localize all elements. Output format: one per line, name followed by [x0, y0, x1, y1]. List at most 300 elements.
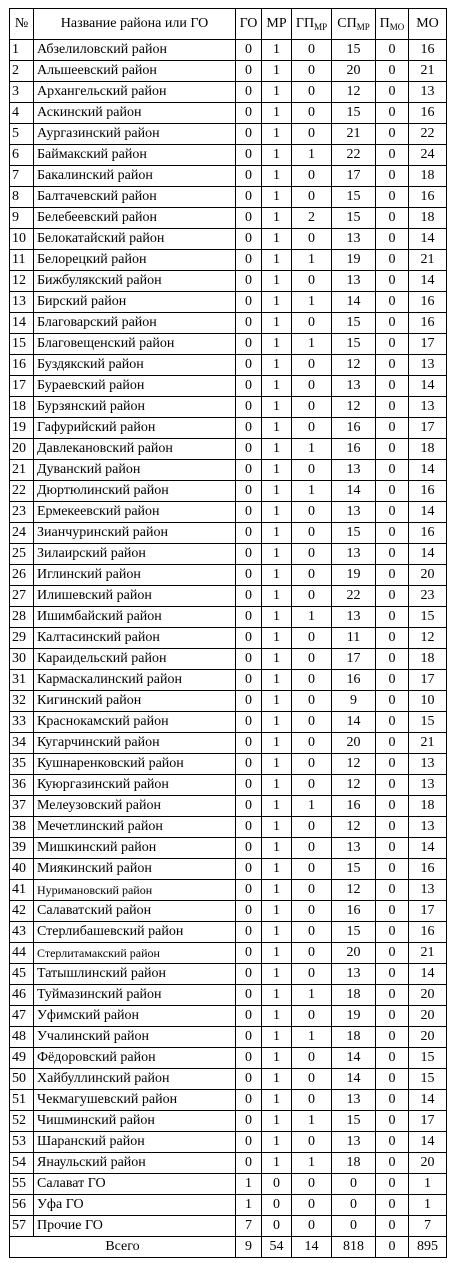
row-num: 52 [10, 1111, 34, 1132]
sp-count: 13 [332, 1132, 376, 1153]
gp-count: 1 [292, 1153, 332, 1174]
row-num: 54 [10, 1153, 34, 1174]
sp-count: 13 [332, 502, 376, 523]
table-row [10, 313, 447, 334]
mr-count: 1 [262, 502, 292, 523]
mr-count: 1 [262, 61, 292, 82]
sp-count: 20 [332, 61, 376, 82]
district-name: Дюртюлинский район [34, 481, 236, 502]
mo-count: 17 [409, 901, 447, 922]
gp-count: 0 [292, 166, 332, 187]
gp-count: 0 [292, 1132, 332, 1153]
row-num: 31 [10, 670, 34, 691]
mr-count: 1 [262, 691, 292, 712]
mo-count: 13 [409, 397, 447, 418]
municipalities-table [9, 8, 447, 1258]
gp-count: 0 [292, 502, 332, 523]
sp-count: 13 [332, 1090, 376, 1111]
gp-count: 1 [292, 607, 332, 628]
row-num: 47 [10, 1006, 34, 1027]
mo-count: 16 [409, 481, 447, 502]
go-count: 0 [236, 1153, 262, 1174]
mr-count: 1 [262, 229, 292, 250]
go-count: 0 [236, 1027, 262, 1048]
table-row [10, 649, 447, 670]
district-name: Бирский район [34, 292, 236, 313]
district-name: Буздякский район [34, 355, 236, 376]
gp-count: 0 [292, 271, 332, 292]
sp-count: 12 [332, 775, 376, 796]
mr-count: 1 [262, 208, 292, 229]
gp-count: 0 [292, 1006, 332, 1027]
sp-count: 15 [332, 208, 376, 229]
p-count: 0 [376, 1216, 409, 1237]
sp-count: 13 [332, 376, 376, 397]
district-name: Татышлинский район [34, 964, 236, 985]
table-row [10, 1006, 447, 1027]
p-count: 0 [376, 271, 409, 292]
gp-count: 1 [292, 292, 332, 313]
mo-count: 20 [409, 985, 447, 1006]
sp-count: 12 [332, 754, 376, 775]
go-count: 0 [236, 733, 262, 754]
sp-count: 16 [332, 439, 376, 460]
mr-count: 1 [262, 1153, 292, 1174]
sp-count: 16 [332, 418, 376, 439]
mr-count: 1 [262, 901, 292, 922]
sp-count: 20 [332, 733, 376, 754]
row-num: 25 [10, 544, 34, 565]
mo-count: 17 [409, 418, 447, 439]
mo-count: 14 [409, 1090, 447, 1111]
total-mo: 895 [409, 1237, 447, 1258]
district-name: Салават ГО [34, 1174, 236, 1195]
table-row [10, 418, 447, 439]
district-name: Белокатайский район [34, 229, 236, 250]
mo-count: 17 [409, 1111, 447, 1132]
table-row [10, 523, 447, 544]
mo-count: 7 [409, 1216, 447, 1237]
row-num: 44 [10, 943, 34, 964]
mo-count: 21 [409, 733, 447, 754]
table-row [10, 775, 447, 796]
row-num: 15 [10, 334, 34, 355]
row-num: 30 [10, 649, 34, 670]
gp-count: 0 [292, 754, 332, 775]
mo-count: 16 [409, 523, 447, 544]
mr-count: 1 [262, 922, 292, 943]
mr-count: 1 [262, 1048, 292, 1069]
gp-count: 1 [292, 439, 332, 460]
gp-count: 0 [292, 1216, 332, 1237]
row-num: 42 [10, 901, 34, 922]
mo-count: 14 [409, 964, 447, 985]
district-name: Бураевский район [34, 376, 236, 397]
district-name: Бижбулякский район [34, 271, 236, 292]
go-count: 0 [236, 187, 262, 208]
mo-count: 13 [409, 82, 447, 103]
gp-count: 0 [292, 523, 332, 544]
table-row [10, 82, 447, 103]
district-name: Шаранский район [34, 1132, 236, 1153]
p-count: 0 [376, 922, 409, 943]
mo-count: 15 [409, 607, 447, 628]
table-row [10, 1216, 447, 1237]
table-row [10, 985, 447, 1006]
row-num: 35 [10, 754, 34, 775]
mr-count: 1 [262, 964, 292, 985]
gp-count: 0 [292, 544, 332, 565]
table-row [10, 901, 447, 922]
row-num: 36 [10, 775, 34, 796]
mr-count: 1 [262, 313, 292, 334]
mo-count: 1 [409, 1174, 447, 1195]
gp-count: 0 [292, 586, 332, 607]
sp-count: 19 [332, 1006, 376, 1027]
sp-count: 15 [332, 859, 376, 880]
header-gp [292, 9, 332, 40]
mo-count: 18 [409, 439, 447, 460]
gp-count: 1 [292, 796, 332, 817]
gp-count: 1 [292, 1111, 332, 1132]
table-row [10, 754, 447, 775]
district-name: Куюргазинский район [34, 775, 236, 796]
row-num: 22 [10, 481, 34, 502]
gp-count: 1 [292, 334, 332, 355]
p-count: 0 [376, 712, 409, 733]
row-num: 24 [10, 523, 34, 544]
table-row [10, 628, 447, 649]
p-count: 0 [376, 1048, 409, 1069]
table-row [10, 229, 447, 250]
table-row [10, 838, 447, 859]
row-num: 26 [10, 565, 34, 586]
district-name: Кигинский район [34, 691, 236, 712]
mo-count: 20 [409, 1153, 447, 1174]
gp-count: 0 [292, 418, 332, 439]
sp-count: 0 [332, 1195, 376, 1216]
sp-count: 18 [332, 1027, 376, 1048]
mo-count: 16 [409, 103, 447, 124]
row-num: 13 [10, 292, 34, 313]
sp-count: 22 [332, 145, 376, 166]
mo-count: 13 [409, 355, 447, 376]
p-count: 0 [376, 1153, 409, 1174]
district-name: Кушнаренковский район [34, 754, 236, 775]
mo-count: 16 [409, 859, 447, 880]
row-num: 39 [10, 838, 34, 859]
row-num: 43 [10, 922, 34, 943]
mr-count: 1 [262, 607, 292, 628]
gp-count: 0 [292, 1048, 332, 1069]
gp-count: 0 [292, 103, 332, 124]
go-count: 0 [236, 712, 262, 733]
mo-count: 22 [409, 124, 447, 145]
header-row [10, 9, 447, 40]
district-name: Архангельский район [34, 82, 236, 103]
mo-count: 20 [409, 1027, 447, 1048]
p-count: 0 [376, 208, 409, 229]
sp-count: 19 [332, 565, 376, 586]
go-count: 0 [236, 313, 262, 334]
gp-count: 1 [292, 250, 332, 271]
gp-count: 0 [292, 838, 332, 859]
table-row [10, 397, 447, 418]
mr-count: 1 [262, 187, 292, 208]
mo-count: 14 [409, 838, 447, 859]
total-row [10, 1237, 447, 1258]
header-p-sub: МО [389, 22, 405, 32]
district-name: Бакалинский район [34, 166, 236, 187]
go-count: 0 [236, 859, 262, 880]
header-sp [332, 9, 376, 40]
sp-count: 0 [332, 1216, 376, 1237]
go-count: 0 [236, 292, 262, 313]
row-num: 38 [10, 817, 34, 838]
mo-count: 16 [409, 40, 447, 61]
table-row [10, 376, 447, 397]
table-row [10, 964, 447, 985]
go-count: 0 [236, 775, 262, 796]
row-num: 55 [10, 1174, 34, 1195]
district-name: Фёдоровский район [34, 1048, 236, 1069]
go-count: 0 [236, 943, 262, 964]
mo-count: 1 [409, 1195, 447, 1216]
p-count: 0 [376, 187, 409, 208]
district-name: Дуванский район [34, 460, 236, 481]
table-row [10, 1069, 447, 1090]
sp-count: 15 [332, 103, 376, 124]
mo-count: 21 [409, 61, 447, 82]
sp-count: 17 [332, 166, 376, 187]
mr-count: 1 [262, 166, 292, 187]
table-row [10, 145, 447, 166]
table-row [10, 40, 447, 61]
mo-count: 17 [409, 334, 447, 355]
district-name: Мишкинский район [34, 838, 236, 859]
header-mo: МО [409, 9, 447, 40]
district-name: Мечетлинский район [34, 817, 236, 838]
mr-count: 1 [262, 670, 292, 691]
mr-count: 1 [262, 355, 292, 376]
table-row [10, 61, 447, 82]
district-name: Учалинский район [34, 1027, 236, 1048]
go-count: 0 [236, 418, 262, 439]
mr-count: 1 [262, 838, 292, 859]
go-count: 0 [236, 145, 262, 166]
go-count: 0 [236, 460, 262, 481]
p-count: 0 [376, 418, 409, 439]
gp-count: 0 [292, 124, 332, 145]
row-num: 49 [10, 1048, 34, 1069]
header-mr: МР [262, 9, 292, 40]
district-name: Уфимский район [34, 1006, 236, 1027]
p-count: 0 [376, 1069, 409, 1090]
mr-count: 1 [262, 1069, 292, 1090]
go-count: 0 [236, 1090, 262, 1111]
row-num: 50 [10, 1069, 34, 1090]
go-count: 0 [236, 334, 262, 355]
go-count: 0 [236, 355, 262, 376]
row-num: 8 [10, 187, 34, 208]
table-row [10, 670, 447, 691]
row-num: 28 [10, 607, 34, 628]
sp-count: 12 [332, 82, 376, 103]
p-count: 0 [376, 754, 409, 775]
go-count: 0 [236, 922, 262, 943]
mr-count: 1 [262, 124, 292, 145]
district-name: Салаватский район [34, 901, 236, 922]
table-row [10, 355, 447, 376]
row-num: 6 [10, 145, 34, 166]
mr-count: 1 [262, 418, 292, 439]
p-count: 0 [376, 544, 409, 565]
table-row [10, 1048, 447, 1069]
district-name: Аскинский район [34, 103, 236, 124]
sp-count: 15 [332, 187, 376, 208]
sp-count: 19 [332, 250, 376, 271]
mo-count: 18 [409, 649, 447, 670]
sp-count: 16 [332, 901, 376, 922]
go-count: 0 [236, 796, 262, 817]
sp-count: 15 [332, 313, 376, 334]
mo-count: 20 [409, 1006, 447, 1027]
mo-count: 13 [409, 817, 447, 838]
go-count: 0 [236, 985, 262, 1006]
mr-count: 1 [262, 712, 292, 733]
p-count: 0 [376, 1195, 409, 1216]
district-name: Караидельский район [34, 649, 236, 670]
gp-count: 0 [292, 859, 332, 880]
row-num: 32 [10, 691, 34, 712]
go-count: 0 [236, 901, 262, 922]
row-num: 12 [10, 271, 34, 292]
row-num: 18 [10, 397, 34, 418]
table-row [10, 481, 447, 502]
district-name: Иглинский район [34, 565, 236, 586]
table-row [10, 1090, 447, 1111]
district-name: Чишминский район [34, 1111, 236, 1132]
mr-count: 1 [262, 523, 292, 544]
mr-count: 1 [262, 586, 292, 607]
p-count: 0 [376, 103, 409, 124]
row-num: 40 [10, 859, 34, 880]
row-num: 2 [10, 61, 34, 82]
district-name: Зианчуринский район [34, 523, 236, 544]
table-row [10, 817, 447, 838]
district-name: Мелеузовский район [34, 796, 236, 817]
p-count: 0 [376, 733, 409, 754]
gp-count: 0 [292, 1174, 332, 1195]
row-num: 34 [10, 733, 34, 754]
go-count: 0 [236, 1048, 262, 1069]
district-name: Зилаирский район [34, 544, 236, 565]
district-name: Илишевский район [34, 586, 236, 607]
sp-count: 13 [332, 460, 376, 481]
sp-count: 22 [332, 586, 376, 607]
table-row [10, 250, 447, 271]
gp-count: 0 [292, 397, 332, 418]
p-count: 0 [376, 313, 409, 334]
mo-count: 18 [409, 166, 447, 187]
row-num: 14 [10, 313, 34, 334]
header-name: Название района или ГО [34, 9, 236, 40]
p-count: 0 [376, 124, 409, 145]
mr-count: 1 [262, 1090, 292, 1111]
row-num: 23 [10, 502, 34, 523]
table-row [10, 796, 447, 817]
mo-count: 14 [409, 229, 447, 250]
mr-count: 1 [262, 271, 292, 292]
sp-count: 14 [332, 481, 376, 502]
table-row [10, 1195, 447, 1216]
table-row [10, 439, 447, 460]
go-count: 0 [236, 649, 262, 670]
go-count: 0 [236, 124, 262, 145]
row-num: 7 [10, 166, 34, 187]
district-name: Давлекановский район [34, 439, 236, 460]
table-row [10, 1111, 447, 1132]
table-row [10, 922, 447, 943]
mr-count: 0 [262, 1195, 292, 1216]
p-count: 0 [376, 334, 409, 355]
mo-count: 21 [409, 943, 447, 964]
mo-count: 15 [409, 712, 447, 733]
p-count: 0 [376, 1027, 409, 1048]
row-num: 16 [10, 355, 34, 376]
gp-count: 0 [292, 187, 332, 208]
mo-count: 21 [409, 250, 447, 271]
mr-count: 1 [262, 250, 292, 271]
gp-count: 0 [292, 733, 332, 754]
total-p: 0 [376, 1237, 409, 1258]
district-name: Ермекеевский район [34, 502, 236, 523]
gp-count: 0 [292, 355, 332, 376]
go-count: 0 [236, 1132, 262, 1153]
sp-count: 20 [332, 943, 376, 964]
row-num: 5 [10, 124, 34, 145]
table-row [10, 271, 447, 292]
sp-count: 15 [332, 334, 376, 355]
gp-count: 0 [292, 775, 332, 796]
table-row [10, 607, 447, 628]
mr-count: 1 [262, 880, 292, 901]
go-count: 0 [236, 691, 262, 712]
table-row [10, 1174, 447, 1195]
table-row [10, 691, 447, 712]
gp-count: 1 [292, 145, 332, 166]
row-num: 46 [10, 985, 34, 1006]
row-num: 29 [10, 628, 34, 649]
p-count: 0 [376, 1174, 409, 1195]
mr-count: 1 [262, 1111, 292, 1132]
district-name: Альшеевский район [34, 61, 236, 82]
go-count: 0 [236, 586, 262, 607]
mr-count: 1 [262, 439, 292, 460]
go-count: 0 [236, 544, 262, 565]
district-name: Бурзянский район [34, 397, 236, 418]
mo-count: 16 [409, 187, 447, 208]
gp-count: 0 [292, 901, 332, 922]
table-row [10, 733, 447, 754]
district-name: Кугарчинский район [34, 733, 236, 754]
mo-count: 18 [409, 796, 447, 817]
mo-count: 14 [409, 502, 447, 523]
gp-count: 0 [292, 313, 332, 334]
gp-count: 0 [292, 61, 332, 82]
mr-count: 1 [262, 775, 292, 796]
p-count: 0 [376, 1132, 409, 1153]
